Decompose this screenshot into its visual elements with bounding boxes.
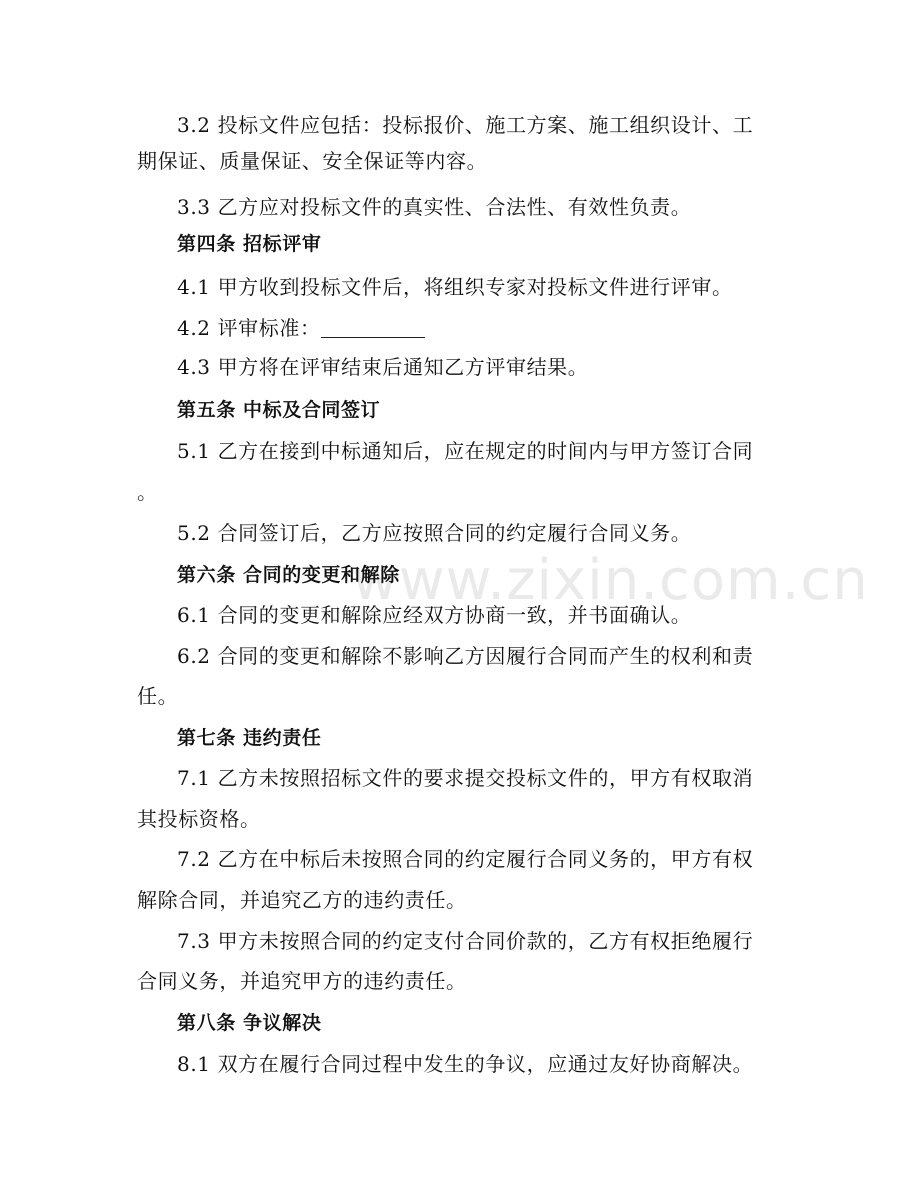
clause-3-3: 3.3 乙方应对投标文件的真实性、合法性、有效性负责。 xyxy=(177,195,692,219)
clause-7-3-line-1: 7.3 甲方未按照合同的约定支付合同价款的，乙方有权拒绝履行 xyxy=(177,929,754,953)
clause-4-2 xyxy=(177,313,817,343)
clause-5-1-line-1: 5.1 乙方在接到中标通知后，应在规定的时间内与甲方签订合同 xyxy=(177,439,754,463)
clause-4-2-label: 4.2 评审标准： xyxy=(177,316,321,340)
review-standard-blank xyxy=(321,317,425,338)
clause-5-1-line-2: 。 xyxy=(137,480,158,504)
clause-7-2-line-2: 解除合同，并追究乙方的违约责任。 xyxy=(137,888,467,912)
article-4-heading: 第四条 招标评审 xyxy=(177,233,322,255)
clause-3-2-line-1: 3.2 投标文件应包括：投标报价、施工方案、施工组织设计、工 xyxy=(177,113,754,137)
clause-4-3: 4.3 甲方将在评审结束后通知乙方评审结果。 xyxy=(177,355,589,379)
article-5-heading: 第五条 中标及合同签订 xyxy=(177,399,381,421)
clause-7-3-line-2: 合同义务，并追究甲方的违约责任。 xyxy=(137,969,467,993)
watermark: www.zixin.com.cn xyxy=(352,548,869,613)
clause-3-2-line-2: 期保证、质量保证、安全保证等内容。 xyxy=(137,149,488,173)
clause-5-2: 5.2 合同签订后，乙方应按照合同的约定履行合同义务。 xyxy=(177,521,692,545)
article-6-heading: 第六条 合同的变更和解除 xyxy=(177,564,400,586)
clause-6-2-line-1: 6.2 合同的变更和解除不影响乙方因履行合同而产生的权利和责 xyxy=(177,644,754,668)
clause-8-1: 8.1 双方在履行合同过程中发生的争议，应通过友好协商解决。 xyxy=(177,1052,754,1076)
article-8-heading: 第八条 争议解决 xyxy=(177,1012,322,1034)
article-7-heading: 第七条 违约责任 xyxy=(177,727,322,749)
clause-7-2-line-1: 7.2 乙方在中标后未按照合同的约定履行合同义务的，甲方有权 xyxy=(177,847,754,871)
clause-7-1-line-2: 其投标资格。 xyxy=(137,807,261,831)
clause-6-2-line-2: 任。 xyxy=(137,684,179,708)
clause-7-1-line-1: 7.1 乙方未按照招标文件的要求提交投标文件的，甲方有权取消 xyxy=(177,766,754,790)
clause-6-1: 6.1 合同的变更和解除应经双方协商一致，并书面确认。 xyxy=(177,603,692,627)
clause-4-1: 4.1 甲方收到投标文件后，将组织专家对投标文件进行评审。 xyxy=(177,275,733,299)
